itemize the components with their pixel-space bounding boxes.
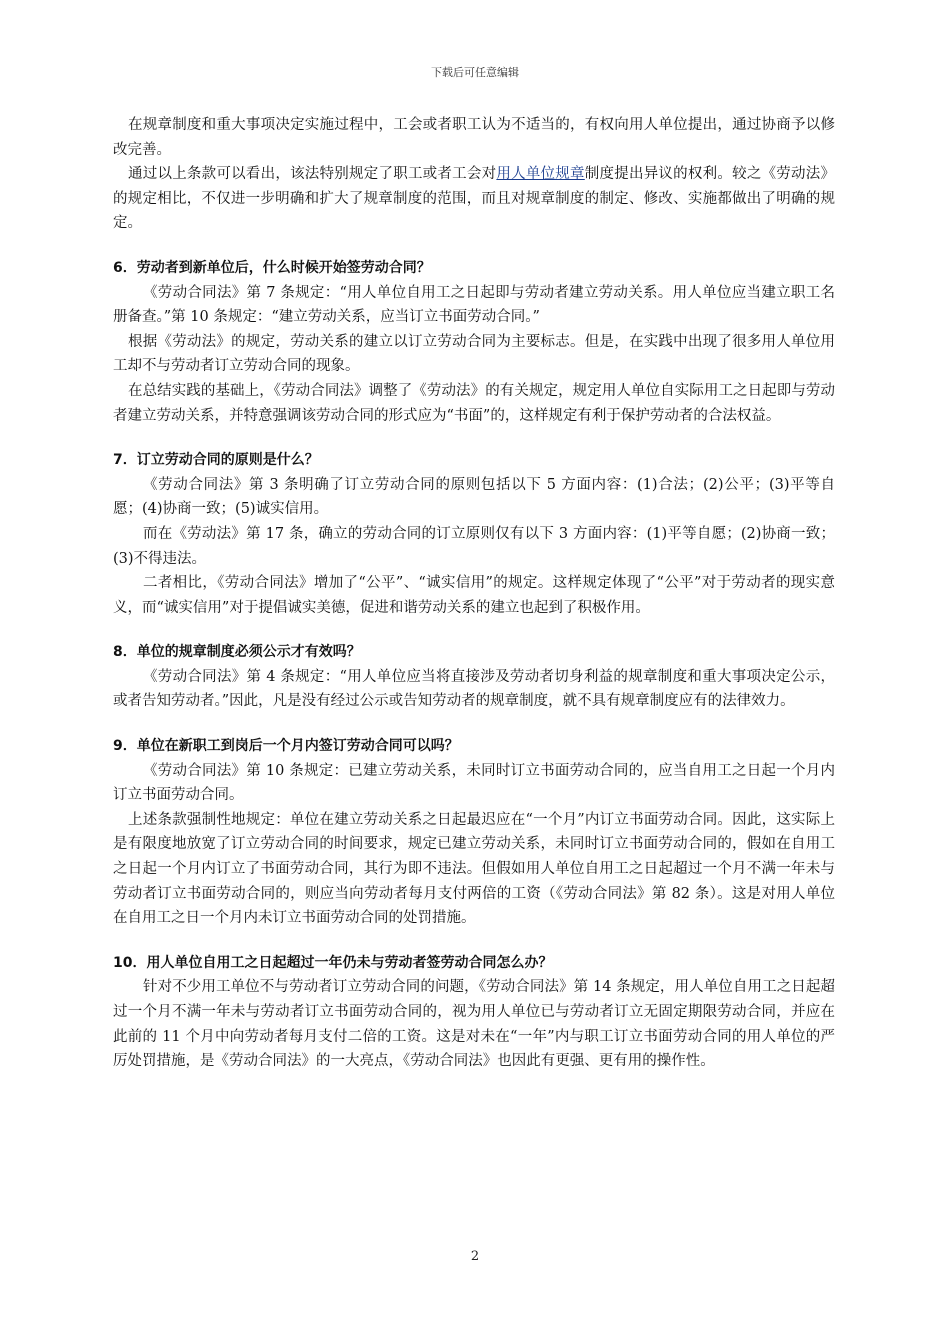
paragraph: 针对不少用工单位不与劳动者订立劳动合同的问题，《劳动合同法》第 14 条规定，用人单位自用工之日起超过一个月不满一年未与劳动者订立书面劳动合同的，视为用人单位已与劳动者订立无固定期限劳动合同，并应在此前的 11 个月中向劳动者每月支付二倍的工资。这是对未在“一年”内与职工订立书面劳动合同的用人单位的严厉处罚措施，是《劳动合同法》的一大亮点，《劳动合同法》也因此有更强、更有用的操作性。 — [113, 979, 835, 1070]
rules-link[interactable]: 用人单位规章 — [496, 166, 585, 183]
section-heading: 6．劳动者到新单位后，什么时候开始签劳动合同？ — [113, 259, 431, 276]
paragraph: 根据《劳动法》的规定，劳动关系的建立以订立劳动合同为主要标志。但是，在实践中出现了很多用人单位用工却不与劳动者订立劳动合同的现象。 — [113, 333, 835, 375]
paragraph: 而在《劳动法》第 17 条，确立的劳动合同的订立原则仅有以下 3 方面内容：(1)平等自愿；(2)协商一致；(3)不得违法。 — [113, 525, 835, 567]
paragraph: 上述条款强制性地规定：单位在建立劳动关系之日起最迟应在“一个月”内订立书面劳动合同。因此，这实际上是有限度地放宽了订立劳动合同的时间要求，规定已建立劳动关系，未同时订立书面劳动合同的，假如在自用工之日起一个月内订立了书面劳动合同，其行为即不违法。但假如用人单位自用工之日起超过一个月不满一年未与劳动者订立书面劳动合同的，则应当向劳动者每月支付两倍的工资（《劳动合同法》第 82 条）。这是对用人单位在自用工之日一个月内未订立书面劳动合同的处罚措施。 — [113, 811, 835, 927]
paragraph-text: 通过以上条款可以看出，该法特别规定了职工或者工会对 — [128, 166, 497, 183]
page-number: 2 — [470, 1249, 480, 1264]
paragraph: 《劳动合同法》第 3 条明确了订立劳动合同的原则包括以下 5 方面内容：(1)合法；(2)公平；(3)平等自愿；(4)协商一致；(5)诚实信用。 — [113, 476, 835, 518]
section-heading: 9．单位在新职工到岗后一个月内签订劳动合同可以吗？ — [113, 738, 459, 755]
section-heading: 7．订立劳动合同的原则是什么？ — [113, 452, 319, 469]
section-heading: 10．用人单位自用工之日起超过一年仍未与劳动者签劳动合同怎么办？ — [113, 954, 553, 971]
paragraph: 在规章制度和重大事项决定实施过程中，工会或者职工认为不适当的，有权向用人单位提出，通过协商予以修改完善。 — [113, 117, 835, 158]
paragraph: 《劳动合同法》第 7 条规定：“用人单位自用工之日起即与劳动者建立劳动关系。用人单位应当建立职工名册备查。”第 10 条规定：“建立劳动关系，应当订立书面劳动合同。” — [113, 284, 835, 326]
section-heading: 8．单位的规章制度必须公示才有效吗？ — [113, 644, 361, 661]
paragraph — [113, 162, 835, 236]
paragraph: 在总结实践的基础上，《劳动合同法》调整了《劳动法》的有关规定，规定用人单位自实际用工之日起即与劳动者建立劳动关系，并特意强调该劳动合同的形式应为“书面”的，这样规定有利于保护劳动者的合法权益。 — [113, 382, 835, 424]
paragraph-text: 制度提出异议的权利。较之《劳动法》的规定相比，不仅进一步明确和扩大了规章制度的范围，而且对规章制度的制定、修改、实施都做出了明确的规定。 — [113, 166, 836, 232]
document-body — [113, 113, 835, 1074]
page-header: 下载后可任意编辑 — [431, 66, 519, 79]
paragraph: 二者相比，《劳动合同法》增加了“公平”、“诚实信用”的规定。这样规定体现了“公平”对于劳动者的现实意义，而“诚实信用”对于提倡诚实美德，促进和谐劳动关系的建立也起到了积极作用。 — [113, 575, 835, 616]
paragraph: 《劳动合同法》第 4 条规定：“用人单位应当将直接涉及劳动者切身利益的规章制度和重大事项决定公示，或者告知劳动者。”因此，凡是没有经过公示或告知劳动者的规章制度，就不具有规章制度应有的法律效力。 — [113, 668, 835, 710]
paragraph: 《劳动合同法》第 10 条规定：已建立劳动关系，未同时订立书面劳动合同的，应当自用工之日起一个月内订立书面劳动合同。 — [113, 762, 835, 804]
